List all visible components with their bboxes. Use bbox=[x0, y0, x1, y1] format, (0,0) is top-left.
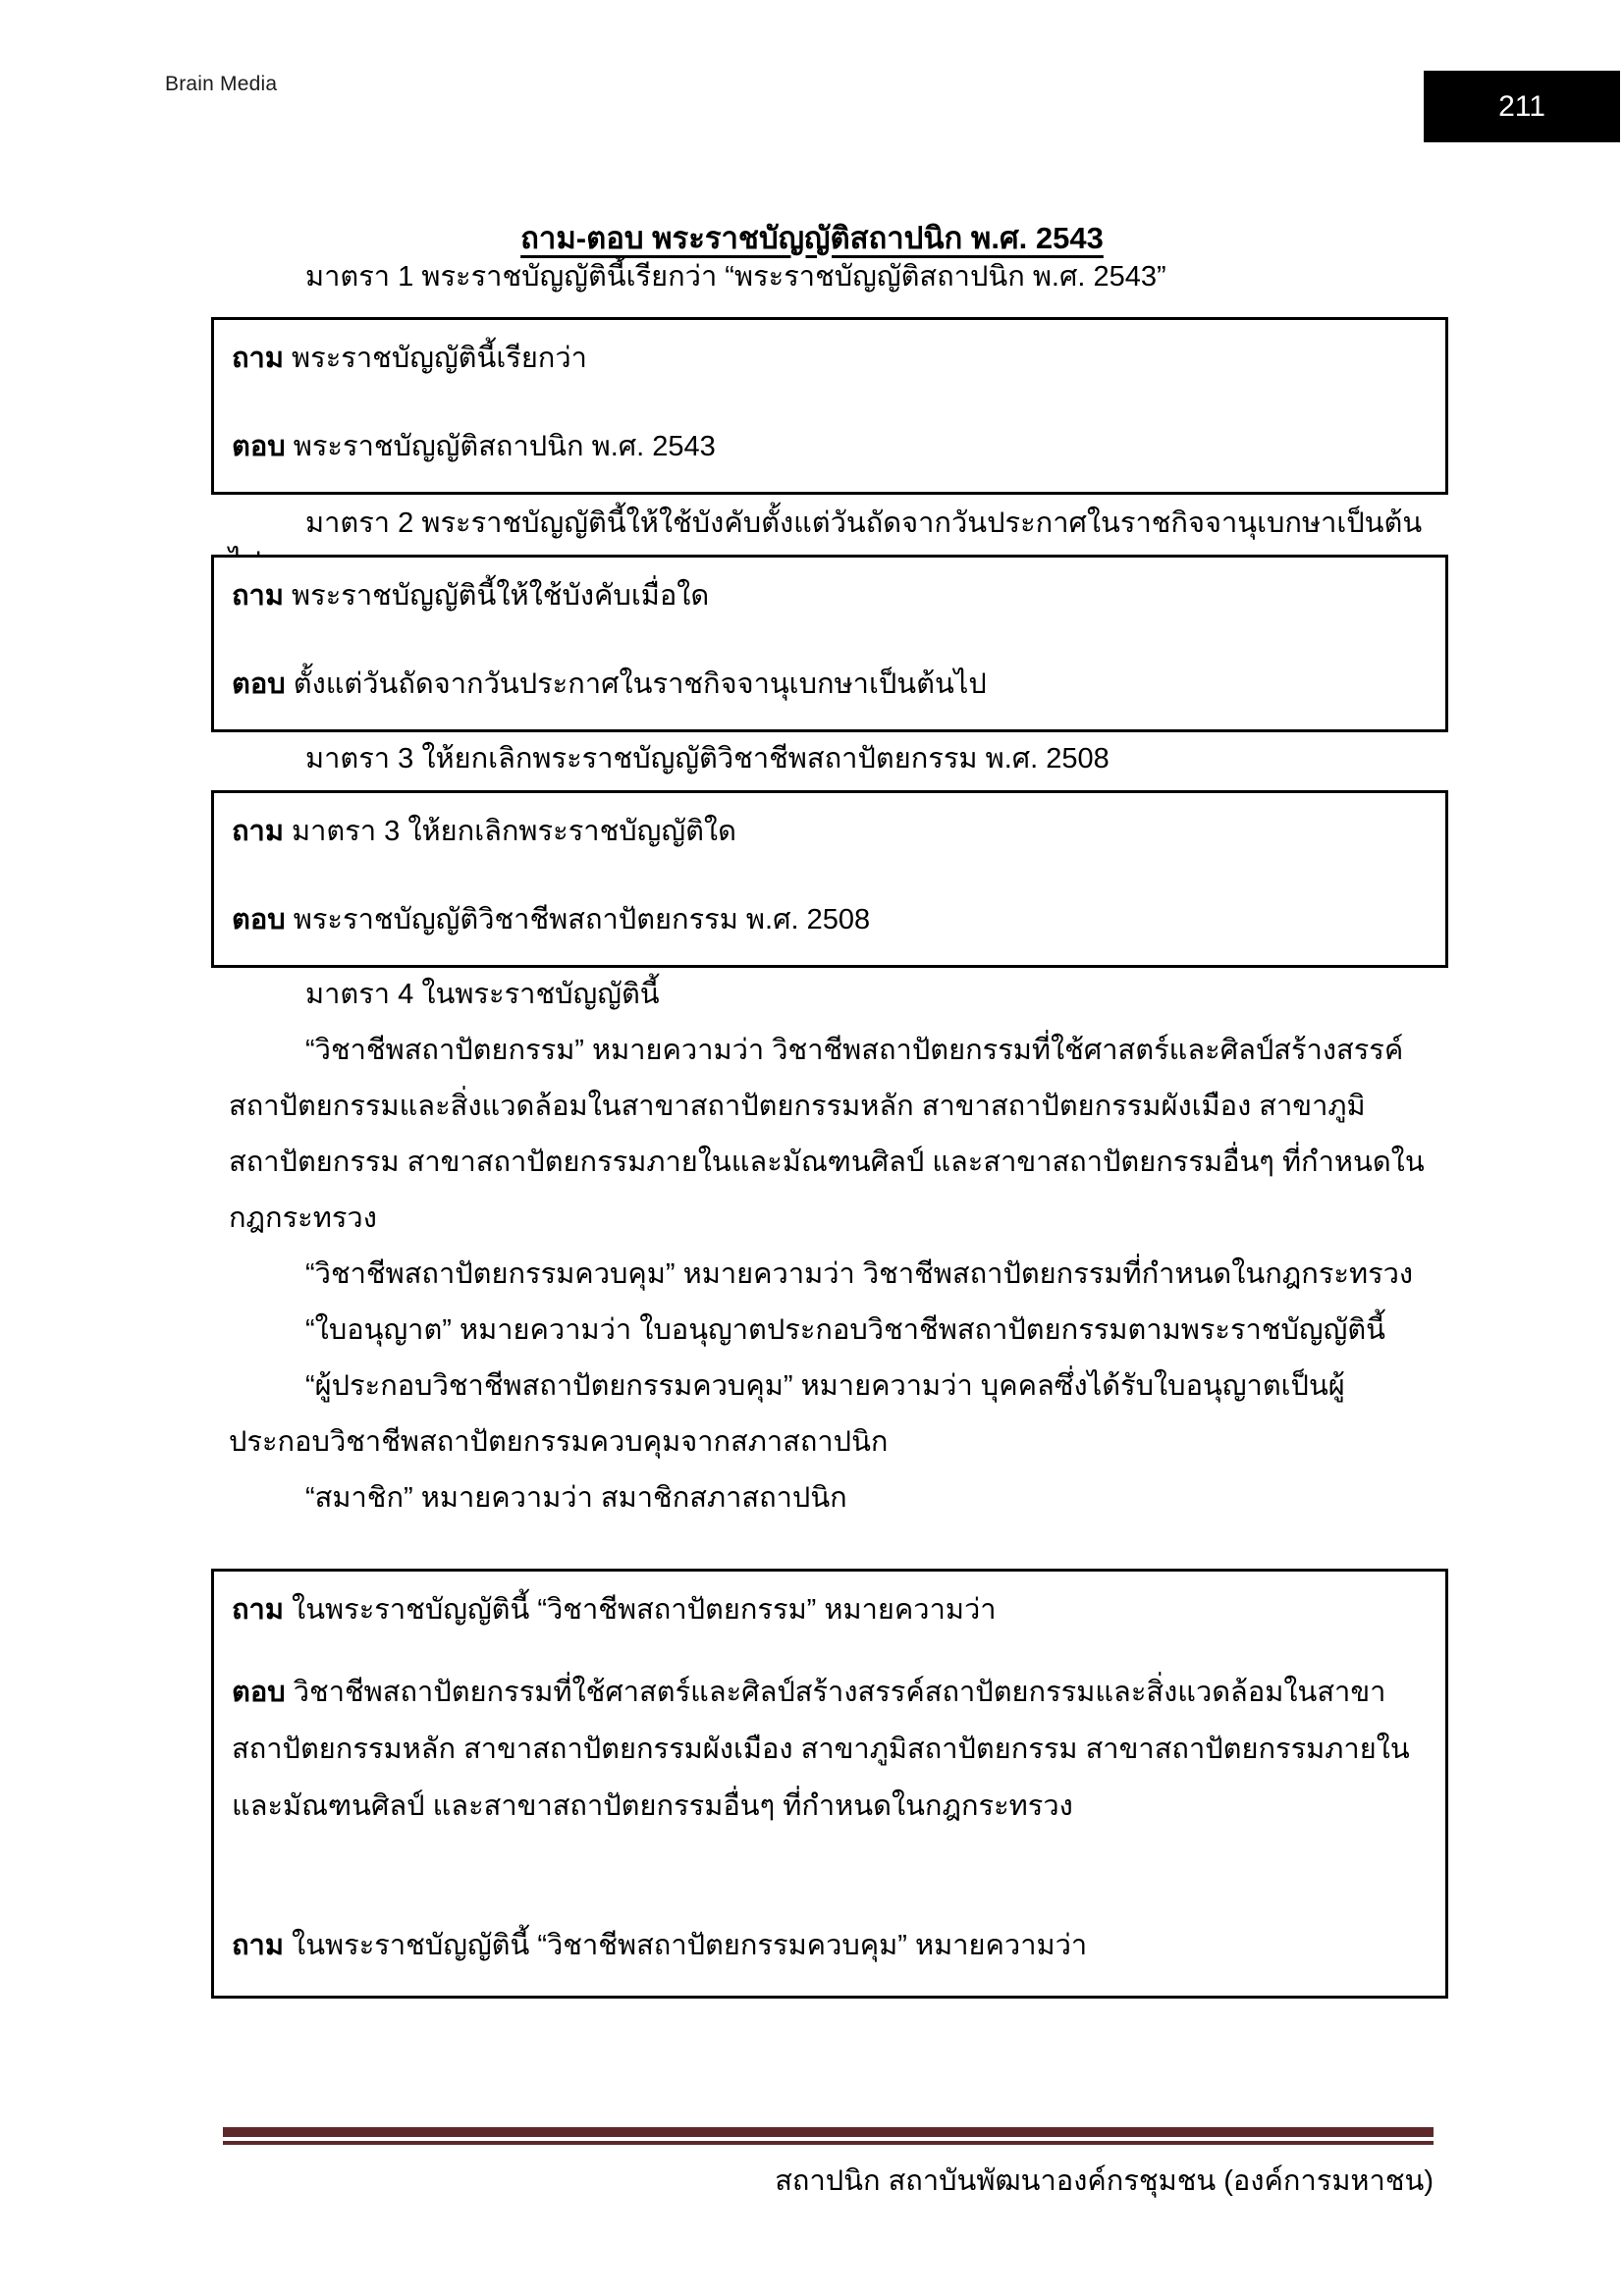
qa-box-section-4 bbox=[211, 1569, 1448, 1999]
definition-paragraph: “วิชาชีพสถาปัตยกรรม” หมายความว่า วิชาชีพสถาปัตยกรรมที่ใช้ศาสตร์และศิลป์สร้างสรรค์สถาปัตยกรรมและสิ่งแวดล้อมในสาขาสถาปัตยกรรมหลัก สาขาสถาปัตยกรรมผังเมือง สาขาภูมิสถาปัตยกรรม สาขาสถาปัตยกรรมภายในและมัณฑนศิลป์ และสาขาสถาปัตยกรรมอื่นๆ ที่กำหนดในกฎกระทรวง bbox=[229, 1035, 1425, 1234]
definition-paragraph: “ผู้ประกอบวิชาชีพสถาปัตยกรรมควบคุม” หมายความว่า บุคคลซึ่งได้รับใบอนุญาตเป็นผู้ประกอบวิชาชีพสถาปัตยกรรมควบคุมจากสภาสถาปนิก bbox=[229, 1370, 1345, 1458]
answer-label: ตอบ bbox=[232, 431, 286, 462]
question-label: ถาม bbox=[232, 343, 284, 374]
answer-label: ตอบ bbox=[232, 904, 286, 935]
question-label: ถาม bbox=[232, 1930, 284, 1961]
answer-line bbox=[232, 1664, 1424, 1835]
answer-label: ตอบ bbox=[232, 1677, 286, 1708]
section-1-intro: มาตรา 1 พระราชบัญญัตินี้เรียกว่า “พระราชบัญญัติสถาปนิก พ.ศ. 2543” bbox=[305, 261, 1166, 293]
question-text: พระราชบัญญัตินี้เรียกว่า bbox=[292, 343, 587, 374]
answer-line bbox=[232, 426, 1424, 467]
question-line bbox=[232, 1589, 1424, 1630]
page-title: ถาม-ตอบ พระราชบัญญัติสถาปนิก พ.ศ. 2543 bbox=[520, 220, 1104, 255]
section-3-intro: มาตรา 3 ให้ยกเลิกพระราชบัญญัติวิชาชีพสถาปัตยกรรม พ.ศ. 2508 bbox=[305, 743, 1110, 774]
question-text: ในพระราชบัญญัตินี้ “วิชาชีพสถาปัตยกรรมควบคุม” หมายความว่า bbox=[292, 1930, 1088, 1961]
answer-text: พระราชบัญญัติวิชาชีพสถาปัตยกรรม พ.ศ. 2508 bbox=[293, 904, 871, 935]
footer-text: สถาปนิก สถาบันพัฒนาองค์กรชุมชน (องค์การมหาชน) bbox=[775, 2165, 1434, 2197]
question-line bbox=[232, 575, 1424, 616]
page-number: 211 bbox=[1498, 89, 1545, 123]
question-text: มาตรา 3 ให้ยกเลิกพระราชบัญญัติใด bbox=[292, 816, 736, 847]
footer-divider-thick-bar bbox=[223, 2127, 1434, 2137]
question-line bbox=[232, 338, 1424, 379]
definition-paragraph: “สมาชิก” หมายความว่า สมาชิกสภาสถาปนิก bbox=[305, 1482, 847, 1514]
definition-paragraph: “ใบอนุญาต” หมายความว่า ใบอนุญาตประกอบวิชาชีพสถาปัตยกรรมตามพระราชบัญญัตินี้ bbox=[305, 1314, 1385, 1346]
question-line bbox=[232, 1925, 1424, 1966]
question-line bbox=[232, 811, 1424, 852]
question-label: ถาม bbox=[232, 1594, 284, 1626]
definition-paragraph: “วิชาชีพสถาปัตยกรรมควบคุม” หมายความว่า วิชาชีพสถาปัตยกรรมที่กำหนดในกฎกระทรวง bbox=[305, 1258, 1414, 1290]
question-text: ในพระราชบัญญัตินี้ “วิชาชีพสถาปัตยกรรม” หมายความว่า bbox=[292, 1594, 997, 1626]
section-4-definitions bbox=[229, 967, 1435, 1526]
answer-text: ตั้งแต่วันถัดจากวันประกาศในราชกิจจานุเบกษาเป็นต้นไป bbox=[293, 668, 987, 700]
question-text: พระราชบัญญัตินี้ให้ใช้บังคับเมื่อใด bbox=[292, 580, 710, 612]
answer-label: ตอบ bbox=[232, 668, 286, 700]
footer-divider-thin-bar bbox=[223, 2141, 1434, 2145]
qa-box-section-2 bbox=[211, 555, 1448, 732]
answer-text: พระราชบัญญัติสถาปนิก พ.ศ. 2543 bbox=[293, 431, 716, 462]
section-2-intro: มาตรา 2 พระราชบัญญัตินี้ให้ใช้บังคับตั้งแต่วันถัดจากวันประกาศในราชกิจจานุเบกษาเป็นต้น bbox=[305, 507, 1423, 539]
qa-box-section-1 bbox=[211, 317, 1448, 495]
question-label: ถาม bbox=[232, 816, 284, 847]
brand-text: Brain Media bbox=[165, 73, 278, 95]
page-number-badge bbox=[1424, 71, 1620, 142]
footer-divider bbox=[223, 2127, 1434, 2145]
answer-text: วิชาชีพสถาปัตยกรรมที่ใช้ศาสตร์และศิลป์สร้างสรรค์สถาปัตยกรรมและสิ่งแวดล้อมในสาขาสถาปัตยกรรมหลัก สาขาสถาปัตยกรรมผังเมือง สาขาภูมิสถาปัตยกรรม สาขาสถาปัตยกรรมภายในและมัณฑนศิลป์ และสาขาสถาปัตยกรรมอื่นๆ ที่กำหนดในกฎกระทรวง bbox=[232, 1677, 1410, 1822]
qa-box-section-3 bbox=[211, 790, 1448, 968]
answer-line bbox=[232, 664, 1424, 705]
question-label: ถาม bbox=[232, 580, 284, 612]
section-4-intro: มาตรา 4 ในพระราชบัญญัตินี้ bbox=[305, 979, 660, 1010]
answer-line bbox=[232, 899, 1424, 940]
